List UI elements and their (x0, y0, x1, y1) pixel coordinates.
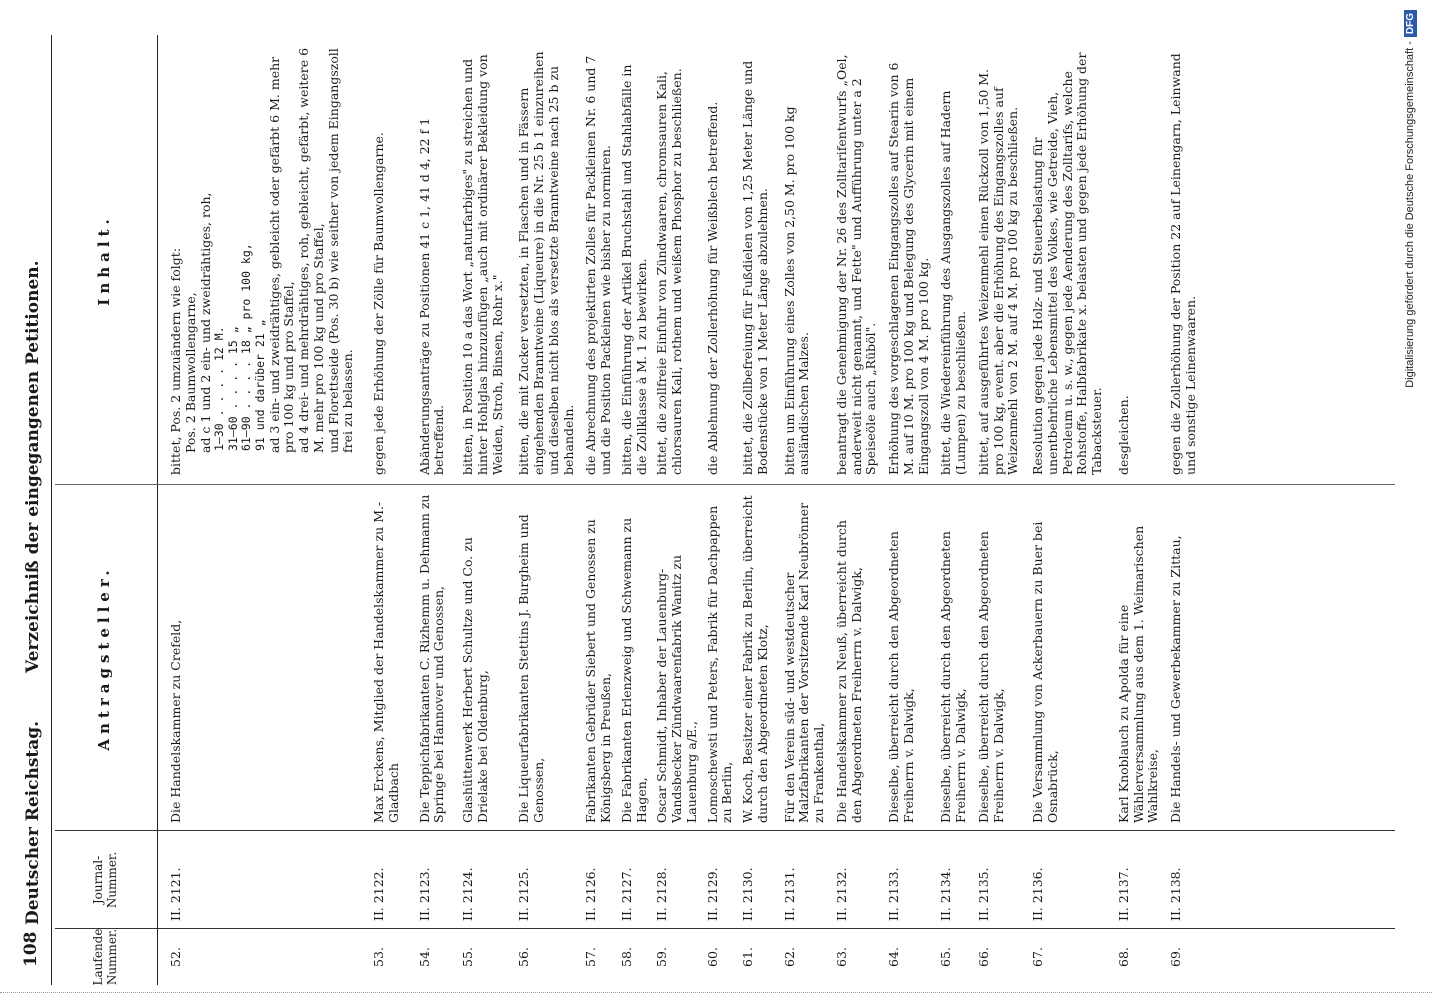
petition-row (515, 35, 578, 985)
petition-row (167, 35, 358, 985)
content-detail-line: Pos. 2 Baumwollengarne, (182, 292, 198, 453)
applicant: Für den Verein süd- und westdeutscher Malzfabrikanten der Vorsitzende Karl Neubrönner zu Frankenthal, (781, 502, 826, 823)
table-top-rule (51, 35, 52, 985)
journal-number: II. 2131. (781, 867, 797, 921)
petition-row (1115, 35, 1163, 985)
journal-number: II. 2127. (618, 867, 634, 921)
petition-row (416, 35, 450, 985)
applicant: Dieselbe, überreicht durch den Abgeordneten Freiherrn v. Dalwigk, (938, 531, 968, 823)
journal-number: II. 2137. (1115, 867, 1131, 921)
row-number: 68. (1115, 947, 1131, 967)
applicant: Dieselbe, überreicht durch den Abgeordneten Freiherrn v. Dalwigk, (975, 531, 1006, 823)
petition-row (582, 35, 616, 985)
content-cell (459, 35, 507, 485)
content-cell (833, 35, 881, 485)
journal-number: II. 2125. (516, 867, 532, 921)
journal-number: II. 2126. (583, 867, 599, 921)
column-header-inhalt: Inhalt. (95, 214, 114, 306)
applicant: Die Fabrikanten Erlenzweig und Schwemann zu Hagen, (618, 517, 649, 823)
applicant: Die Handelskammer zu Neuß, überreicht durch den Abgeordneten Freiherrn v. Dalwigk, (833, 520, 864, 823)
row-number: 60. (704, 947, 720, 967)
applicant: Die Liqueurfabrikanten Stettins J. Burgheim und Genossen, (516, 514, 546, 823)
content-text: gegen die Zollerhöhung der Position 22 auf Leinengarn, Leinwand und sonstige Leinenwaaren. (1168, 53, 1198, 475)
row-number: 55. (460, 947, 475, 967)
row-number: 57. (583, 947, 599, 967)
content-cell (582, 35, 616, 485)
content-detail-line: ad 4 drei- und mehrdrähtiges, roh, gebleicht, gefärbt, weitere 6 M. mehr pro 100 kg und pro Staffel, (296, 47, 326, 453)
applicant: Dieselbe, überreicht durch den Abgeordneten Freiherrn v. Dalwigk, (886, 531, 916, 823)
applicant: W. Koch, Besitzer einer Fabrik zu Berlin, überreicht durch den Abgeordneten Klotz, (740, 495, 770, 823)
content-text: bittet, die Wiedereinführung des Ausgangszolles auf Hadern (Lumpen) zu beschließen. (938, 90, 968, 475)
journal-number: II. 2124. (460, 867, 475, 921)
content-text: beantragt die Genehmigung der Nr. 26 des Zolltarifentwurfs „Oel, anderweit nicht genannt, und Fette" und Aufführung unter a 2 Speiseöle auch „Rüböl". (833, 54, 879, 475)
petition-table-body (163, 35, 1201, 985)
content-cell (618, 35, 652, 485)
journal-number: II. 2122. (371, 867, 386, 921)
journal-number: II. 2130. (740, 867, 755, 921)
dfg-logo: DFG (1404, 10, 1417, 37)
applicant: Die Handelskammer zu Crefeld, (168, 619, 183, 823)
content-cell (781, 35, 829, 485)
petition-row (739, 35, 773, 985)
row-number: 62. (781, 947, 797, 967)
content-cell (416, 35, 450, 485)
applicant: Fabrikanten Gebrüder Siebert und Genossen zu Königsberg in Preußen, (583, 519, 613, 823)
journal-number: II. 2129. (704, 867, 720, 921)
content-cell (885, 35, 933, 485)
content-text: Abänderungsanträge zu Positionen 41 c 1, 41 d 4, 22 f 1 betreffend. (416, 117, 447, 475)
journal-number: II. 2132. (833, 867, 849, 921)
journal-number: II. 2121. (168, 867, 183, 921)
content-cell (1115, 35, 1163, 485)
row-number: 63. (833, 947, 849, 967)
content-cell (739, 35, 773, 485)
petition-row (833, 35, 881, 985)
content-cell (937, 35, 971, 485)
journal-number: II. 2134. (938, 867, 954, 921)
content-text: desgleichen. (1115, 395, 1131, 475)
watermark-text: Digitalisierung gefördert durch die Deutsche Forschungsgemeinschaft - (1404, 41, 1416, 388)
row-number: 56. (516, 947, 532, 967)
content-detail-line: 1—30 . . . . 12 M. (212, 326, 227, 451)
header-bottom-rule (157, 35, 158, 985)
row-number: 64. (886, 947, 901, 967)
content-text: bitten um Einführung eines Zolles von 2,50 M. pro 100 kg ausländischen Malzes. (781, 106, 812, 475)
row-number: 69. (1168, 947, 1183, 967)
petition-row (1167, 35, 1201, 985)
row-number: 52. (168, 947, 183, 967)
row-number: 67. (1030, 947, 1045, 967)
petition-row (459, 35, 507, 985)
applicant: Oscar Schmidt, Inhaber der Lauenburg-Vandsbecker Zündwaarenfabrik Wanitz zu Lauenburg a/E., (654, 554, 699, 823)
row-number: 54. (416, 947, 432, 967)
content-cell (1029, 35, 1107, 485)
row-number: 59. (654, 947, 670, 967)
content-text: bittet, die zollfreie Einfuhr von Zündwaaren, chromsauren Kali, chlorsauren Kali, rothem und weißem Phosphor zu beschließen. (654, 68, 684, 475)
petition-row (937, 35, 971, 985)
applicant: Die Teppichfabrikanten C. Rizhemm u. Dehmann zu Springe bei Hannover und Genossen, (416, 494, 447, 823)
content-detail-line: 31—60 . . . . 15 „ (225, 326, 240, 451)
content-cell (370, 35, 404, 485)
column-header-antragsteller: Antragsteller. (95, 565, 114, 751)
content-text: bitten, in Position 10 a das Wort „naturfarbiges" zu streichen und hinter Hohlglas hinzuzufügen „auch mit ordinärer Bekleidung von Weiden, Stroh, Binsen, Rohr x." (460, 54, 505, 475)
applicant: Die Versammlung von Ackerbauern zu Buer bei Osnabrück, (1030, 521, 1060, 823)
content-cell (704, 35, 738, 485)
content-cell (975, 35, 1023, 485)
content-text: die Ablehnung der Zollerhöhung für Weißblech betreffend. (704, 101, 720, 475)
content-text: gegen jede Erhöhung der Zölle für Baumwollengarne. (371, 132, 386, 475)
journal-number: II. 2136. (1030, 867, 1045, 921)
row-number: 61. (740, 947, 755, 967)
applicant: Glashüttenwerk Herbert Schultze und Co. zu Drielake bei Oldenburg, (460, 537, 490, 823)
content-text: bitten, die Einführung der Artikel Bruchstahl und Stahlabfälle in die Zollklasse à M. 1 zu bewirken. (618, 64, 649, 475)
page-number: 108 (21, 931, 41, 967)
journal-number: II. 2128. (654, 867, 670, 921)
petition-row (781, 35, 829, 985)
rotated-document-page (15, 35, 1415, 985)
scan-edge (0, 992, 1432, 995)
petition-row (885, 35, 933, 985)
row-number: 66. (975, 947, 991, 967)
content-text: bittet, Pos. 2 umzuändern wie folgt: (168, 247, 183, 475)
journal-number: II. 2133. (886, 867, 901, 921)
header-left-title: Deutscher Reichstag. (23, 720, 43, 925)
content-cell (515, 35, 578, 485)
content-text: bitten, die mit Zucker versetzten, in Flaschen und in Fässern eingehenden Branntweine (Liqueure) in die Nr. 25 b 1 einzureihen und dieselben nicht blos als versetzte Branntweine nach 25 b zu behandeln. (516, 51, 576, 475)
content-detail-line: ad c 1 und 2 ein- und zweidrähtiges, roh, (197, 192, 213, 453)
applicant: Max Erckens, Mitglied der Handelskammer zu M.-Gladbach (371, 501, 401, 823)
column-header-journal: Journal-Nummer. (90, 851, 119, 909)
petition-row (653, 35, 701, 985)
applicant: Karl Knoblauch zu Apolda für eine Wählerversammlung aus dem 1. Weimarischen Wahlkreise, (1115, 525, 1161, 823)
content-text: Erhöhung des vorgeschlagenen Eingangszolles auf Stearin von 6 M. auf 10 M. pro 100 kg und Belegung des Glycerin mit einem Eingangszoll von 4 M. pro 100 kg. (886, 62, 931, 475)
content-detail-line: und Florettseide (Pos. 30 b) wie seither von jedem Eingangszoll frei zu belassen. (325, 48, 356, 453)
petition-row (618, 35, 652, 985)
content-detail-line: 61—90 . . . . 18 „ pro 100 kg, (239, 243, 254, 451)
content-cell (653, 35, 701, 485)
petition-row (704, 35, 738, 985)
dfg-watermark (1386, 0, 1432, 1000)
page-header (23, 45, 43, 925)
applicant: Lomoschewsti und Peters, Fabrik für Dachpappen zu Berlin, (704, 505, 735, 823)
journal-number: II. 2138. (1168, 867, 1183, 921)
journal-number: II. 2123. (416, 867, 432, 921)
column-header-laufende: Laufende Nummer. (90, 928, 119, 986)
row-number: 65. (938, 947, 954, 967)
row-number: 53. (371, 947, 386, 967)
petition-row (975, 35, 1023, 985)
content-text: bittet, die Zollbefreiung für Fußdielen von 1,25 Meter Länge und Bodenstücke von 1 Meter Länge abzulehnen. (740, 60, 770, 475)
content-cell (167, 35, 358, 485)
petition-row (1029, 35, 1107, 985)
content-text: die Abrechnung des projektirten Zolles für Packleinen Nr. 6 und 7 und die Position Packleinen wie bisher zu normiren. (583, 55, 613, 475)
content-text: Resolution gegen jede Holz- und Steuerbelastung für unentbehrliche Lebensmittel des Volkes, wie Getreide, Vieh, Petroleum u. s. w., gegen jede Aenderung des Zolltarifs, welche Rohstoffe, Halbfabrikate x. belasten und gegen jede Erhöhung der Tabacksteuer. (1030, 52, 1104, 475)
row-number: 58. (618, 947, 634, 967)
journal-number: II. 2135. (975, 867, 991, 921)
content-detail-line: 91 und darüber 21 „ (252, 319, 267, 451)
content-detail-line: ad 3 ein- und zweidrähtiges, gebleicht oder gefärbt 6 M. mehr pro 100 kg und pro Staffel, (266, 56, 297, 453)
content-text: bittet, auf ausgeführtes Weizenmehl einen Rückzoll von 1,50 M. pro 100 kg, event. aber die Erhöhung des Eingangszolles auf Weizenmehl von 2 M. auf 4 M. pro 100 kg zu beschließen. (975, 68, 1021, 475)
header-right-title: Verzeichniß der eingegangenen Petitionen. (23, 260, 43, 674)
content-cell (1167, 35, 1201, 485)
applicant: Die Handels- und Gewerbekammer zu Zittau, (1168, 535, 1183, 823)
petition-row (370, 35, 404, 985)
